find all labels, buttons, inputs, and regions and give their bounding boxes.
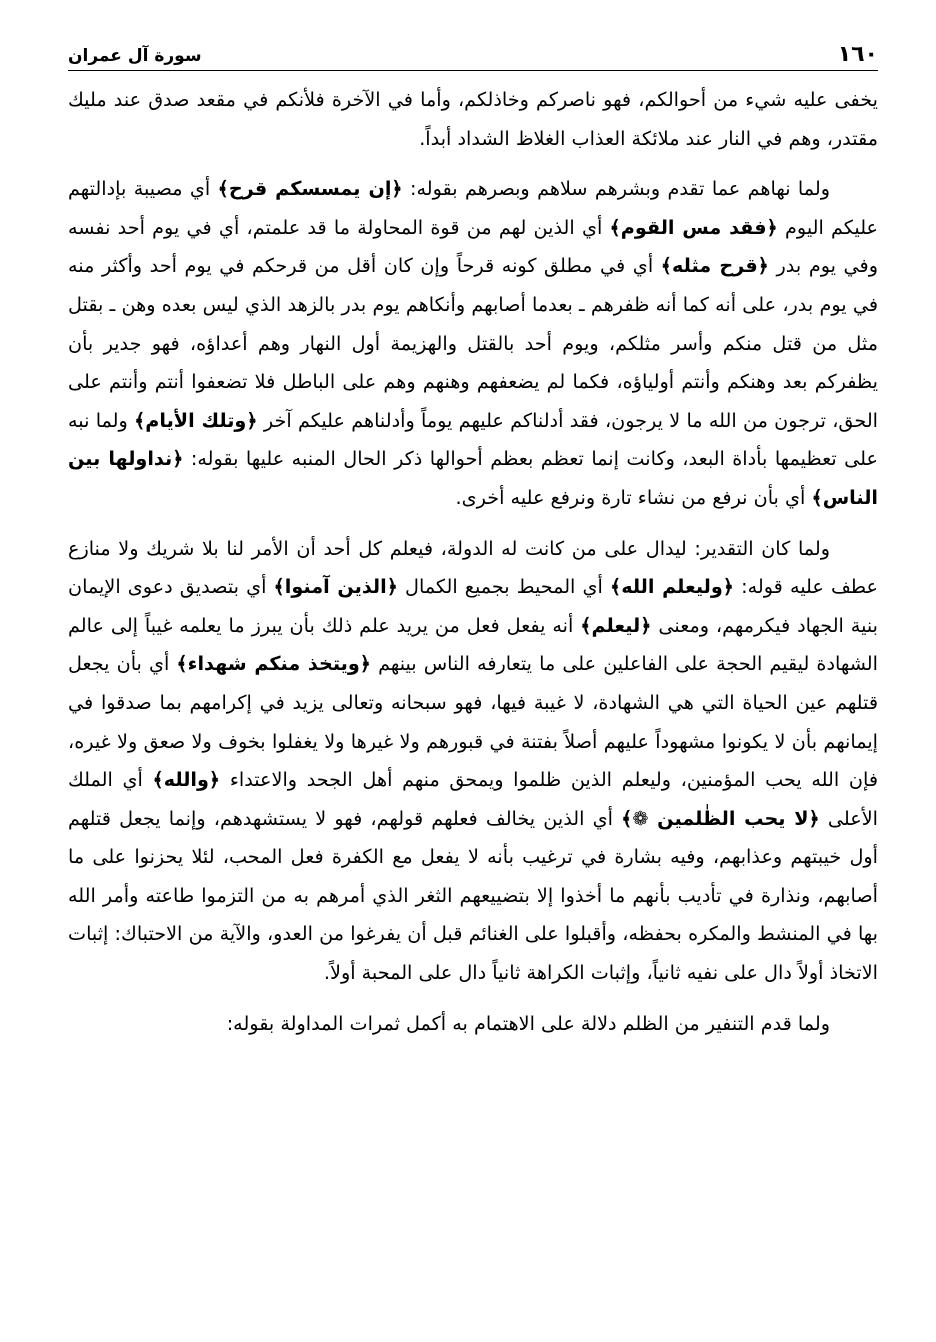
commentary-text: ولما قدم التنفير من الظلم دلالة على الاهتمام به أكمل ثمرات المداولة بقوله: (226, 1011, 830, 1035)
text-body (68, 81, 878, 1043)
paragraph (68, 170, 878, 517)
quran-quote: ﴿ويتخذ منكم شهداء﴾ (176, 652, 372, 676)
running-header (68, 30, 878, 71)
commentary-text: أي مصيبة بإدالتهم عليكم اليوم (68, 177, 878, 239)
commentary-text: أي بتصديق دعوى الإيمان بنية الجهاد فيكرمهم، ومعنى (68, 575, 879, 637)
paragraph (68, 530, 878, 993)
page-number: ١٦٠ (837, 42, 878, 67)
commentary-text: أي الذين يخالف فعلهم قولهم، فهو لا يستشهدهم، وإنما يجعل قتلهم أول خيبتهم وعذابهم، وفيه بشارة في ترغيب بأنه لا يفعل مع الكفرة فعل المحب، لئلا يحزنوا على ما أصابهم، ونذارة في تأديب بأنهم ما أخذوا إلا بتضييعهم الثغر الذي أمرهم به من التزموا طاعته وأمر الله بها في المنشط والمكره بحفظه، وأقبلوا على الغنائم قبل أن يفرغوا من العدو، والآية من الاحتباك: إثبات الاتخاذ أولاً دال على نفيه ثانياً، وإثبات الكراهة ثانياً دال على المحبة أولاً. (68, 806, 878, 985)
commentary-text: أي الملك الأعلى (68, 768, 878, 830)
quran-quote: ﴿والله﴾ (152, 768, 221, 792)
surah-title: سورة آل عمران (68, 46, 202, 66)
quran-quote: ﴿قرح مثله﴾ (660, 254, 769, 278)
quran-quote: ﴿إن يمسسكم قرح﴾ (217, 177, 403, 201)
commentary-text: أي الذين لهم من قوة المحاولة ما قد علمتم، أي في يوم أحد نفسه وفي يوم بدر (68, 215, 878, 278)
commentary-text: أي في مطلق كونه قرحاً وإن كان أقل من قرحكم في يوم أحد وأكثر منه في يوم بدر، على أنه كما أنه ظفرهم ـ بعدما أصابهم وأنكاهم يوم بدر بالزهد الذي ليس بعده وهن ـ بقتل مثل من قتل منكم وأسر مثلكم، ويوم أحد بالقتل والهزيمة أول النهار وهم أعداؤه، فهو جدير بأن يظفركم بعد وهنكم وأنتم أولياؤه، فكما لم يضعفهم وهنهم وهم على الباطل فلا تضعفوا أنتم وأنتم على الحق، ترجون من الله ما لا يرجون، فقد أدلناكم عليهم يوماً وأدلناهم عليكم آخر (68, 254, 878, 432)
quran-quote: ﴿الذين آمنوا﴾ (273, 575, 398, 599)
commentary-text: ولما كان التقدير: ليدال على من كانت له الدولة، فيعلم كل أحد أن الأمر لنا بلا شريك ولا منازع عطف عليه قوله: (68, 536, 878, 599)
commentary-text: ولما نبه على تعظيمها بأداة البعد، وكانت إنما تعظم بعظم أحوالها ذكر الحال المنبه عليها بقوله: (68, 408, 878, 471)
quran-quote: ﴿ليعلم﴾ (580, 613, 652, 637)
quran-quote: ﴿نداولها بين الناس﴾ (68, 447, 878, 509)
quran-quote: ﴿لا يحب الظٰلمين ❁﴾ (621, 806, 820, 830)
commentary-text: يخفى عليه شيء من أحوالكم، فهو ناصركم وخاذلكم، وأما في الآخرة فلأنكم في مقعد صدق عند مليك مقتدر، وهم في النار عند ملائكة العذاب الغلاظ الشداد أبداً. (68, 88, 878, 150)
commentary-text: ولما نهاهم عما تقدم وبشرهم سلاهم وبصرهم بقوله: (402, 177, 830, 201)
quran-quote: ﴿فقد مس القوم﴾ (609, 215, 778, 239)
paragraph (68, 81, 878, 158)
commentary-text: أنه يفعل فعل من يريد علم ذلك بأن يبرز ما يعلمه غيباً إلى عالم الشهادة ليقيم الحجة على الفاعلين على ما يتعارفه الناس بينهم (68, 613, 878, 676)
page (68, 30, 878, 1055)
commentary-text: أي المحيط بجميع الكمال (397, 575, 610, 599)
quran-quote: ﴿وليعلم الله﴾ (609, 575, 735, 599)
commentary-text: أي بأن يجعل قتلهم عين الحياة التي هي الشهادة، لا غيبة فيها، فهو سبحانه وتعالى يزيد في إكرامهم بما صدقوا في إيمانهم بأن لا يكونوا مشهوداً عليهم أصلاً بفتنة في قبورهم ولا غيرها ولا يغفلوا بخوف ولا صعق ولا غيره، فإن الله يحب المؤمنين، وليعلم الذين ظلموا ويمحق منهم أهل الجحد والاعتداء (68, 652, 878, 792)
paragraph (68, 1005, 878, 1044)
quran-quote: ﴿وتلك الأيام﴾ (134, 408, 258, 432)
commentary-text: أي بأن نرفع من نشاء تارة ونرفع عليه أخرى. (455, 485, 812, 509)
